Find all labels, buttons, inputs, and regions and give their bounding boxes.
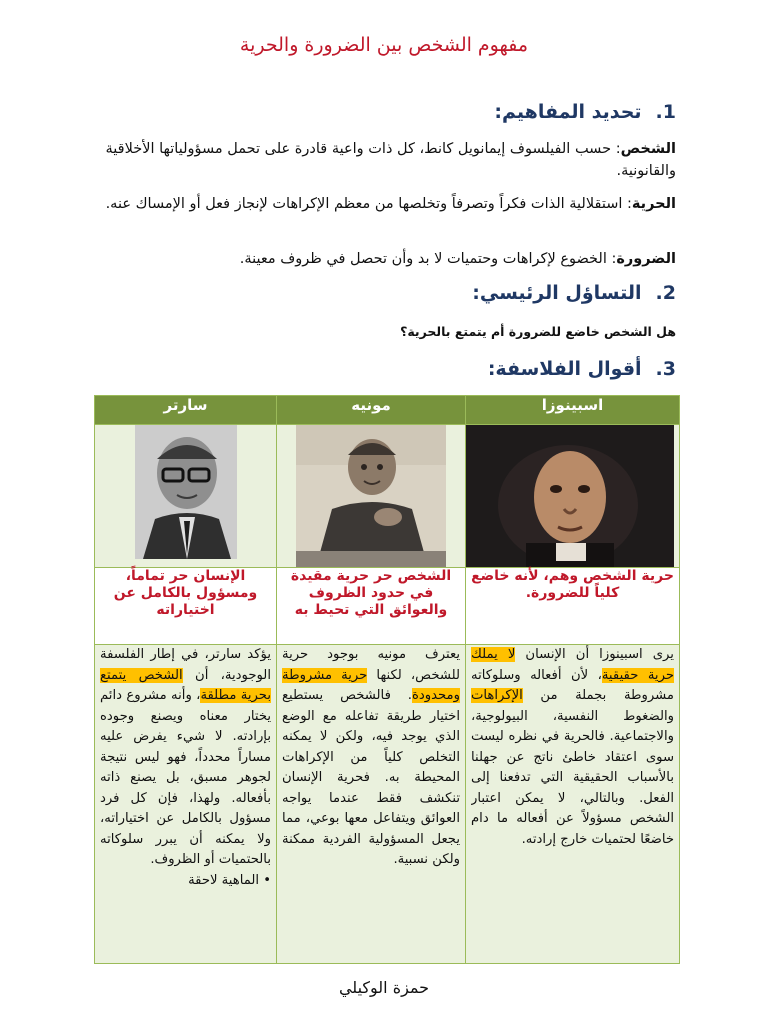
quote-spinoza: حرية الشخص وهم، لأنه خاضع كلياً للضرورة. bbox=[466, 568, 680, 645]
mounier-portrait-image bbox=[296, 425, 446, 567]
quote-mounier: الشخص حر حرية مقيدة في حدود الظروف والعوائق التي تحيط به bbox=[277, 568, 466, 645]
explanation-spinoza bbox=[466, 645, 680, 964]
portrait-cell bbox=[466, 425, 680, 568]
page-title: مفهوم الشخص بين الضرورة والحرية bbox=[239, 34, 529, 56]
definition-term: الشخص bbox=[620, 141, 676, 157]
explanation-text: والضغوط النفسية، البيولوجية، والاجتماعية. فالحرية في نظره ليست سوى اعتقاد خاطئ ناتج عن جهلنا بالأسباب الحقيقية التي تدفعنا إلى الفعل. وبالتالي، لا يمكن اعتبار الشخص مسؤولاً عن أفعاله ما دام خاضعًا لحتميات خارج إرادته. bbox=[471, 708, 674, 847]
explanation-text: . فالشخص يستطيع اختيار طريقة تفاعله مع الوضع الذي يوجد فيه، ولكن لا يمكنه التخلص كلياً من الإكراهات المحيطة به. فحرية الإنسان تنكشف فقط عندما يواجه العوائق ويتفاعل معها بوعي، مما يجعل المسؤولية الفردية ممكنة ولكن نسبية. bbox=[282, 688, 460, 867]
definition-term: الحرية bbox=[631, 196, 676, 212]
explanation-text: يرى اسبينوزا أن الإنسان bbox=[515, 647, 674, 662]
bullet-item: • الماهية لاحقة bbox=[188, 872, 271, 888]
section-number: 1. bbox=[655, 101, 676, 123]
section-heading-3 bbox=[488, 358, 676, 380]
bullet-text: الماهية لاحقة bbox=[188, 872, 260, 888]
table-header-row bbox=[95, 396, 680, 425]
header-sartre: سارتر bbox=[95, 396, 277, 425]
section-label: أقوال الفلاسفة: bbox=[487, 358, 642, 380]
highlighted-text: الشخص يتمتع بحرية مطلقة bbox=[100, 667, 271, 703]
explanation-text: يعترف مونيه بوجود حرية للشخص، لكنها bbox=[282, 647, 460, 683]
section-heading-2 bbox=[472, 282, 676, 304]
portrait-cell bbox=[277, 425, 466, 568]
explanation-text: يؤكد سارتر، في إطار الفلسفة الوجودية، أن bbox=[100, 647, 271, 683]
explanation-text: ، لأن أفعاله وسلوكاته مشروطة بجملة من bbox=[471, 667, 674, 703]
explanation-text: ، وأنه مشروع دائم يختار معناه ويصنع وجوده بإرادته. لا شيء يفرض عليه مساراً محدداً، فهو ليس نتيجة لجوهر مسبق، بل يصنع ذاته بأفعاله. ولهذا، فإن كل فرد مسؤول بالكامل عن اختياراته، ولا يمكنه أن يبرر سلوكاته بالحتميات أو الظروف. bbox=[100, 688, 271, 867]
definition-text: : حسب الفيلسوف إيمانويل كانط، كل ذات واعية قادرة على تحمل مسؤولياتها الأخلاقية والقانونية. bbox=[105, 141, 676, 179]
header-spinoza: اسبينوزا bbox=[466, 396, 680, 425]
portraits-row bbox=[95, 425, 680, 568]
definition-necessity bbox=[96, 248, 676, 270]
definition-person bbox=[96, 138, 676, 182]
definition-freedom bbox=[96, 193, 676, 215]
author-name: حمزة الوكيلي bbox=[338, 978, 430, 997]
section-number: 3. bbox=[655, 358, 676, 380]
explanation-mounier bbox=[277, 645, 466, 964]
main-question: هل الشخص خاضع للضرورة أم يتمتع بالحرية؟ bbox=[400, 324, 676, 339]
portrait-cell bbox=[95, 425, 277, 568]
header-mounier: مونيه bbox=[277, 396, 466, 425]
spinoza-portrait-image bbox=[466, 425, 674, 567]
section-number: 2. bbox=[655, 282, 676, 304]
section-label: تحديد المفاهيم: bbox=[494, 101, 642, 123]
quote-sartre: الإنسان حر تماماً، ومسؤول بالكامل عن اختياراته bbox=[95, 568, 277, 645]
definition-term: الضرورة bbox=[616, 251, 676, 267]
sartre-portrait-image bbox=[135, 425, 237, 559]
highlighted-text: الإكراهات bbox=[471, 688, 523, 703]
highlighted-text: حرية مشروطة ومحدودة bbox=[282, 667, 460, 703]
definition-text: : الخضوع لإكراهات وحتميات لا بد وأن تحصل في ظروف معينة. bbox=[239, 251, 617, 267]
section-label: التساؤل الرئيسي: bbox=[472, 282, 642, 304]
quotes-row bbox=[95, 568, 680, 645]
explanation-sartre bbox=[95, 645, 277, 964]
definition-text: : استقلالية الذات فكراً وتصرفاً وتخلصها من معظم الإكراهات لإنجاز فعل أو الإمساك عنه. bbox=[105, 196, 632, 212]
explanations-row bbox=[95, 645, 680, 964]
section-heading-1 bbox=[494, 101, 676, 123]
highlighted-text: لا يملك حرية حقيقية bbox=[471, 647, 674, 683]
philosophers-table bbox=[94, 395, 680, 964]
